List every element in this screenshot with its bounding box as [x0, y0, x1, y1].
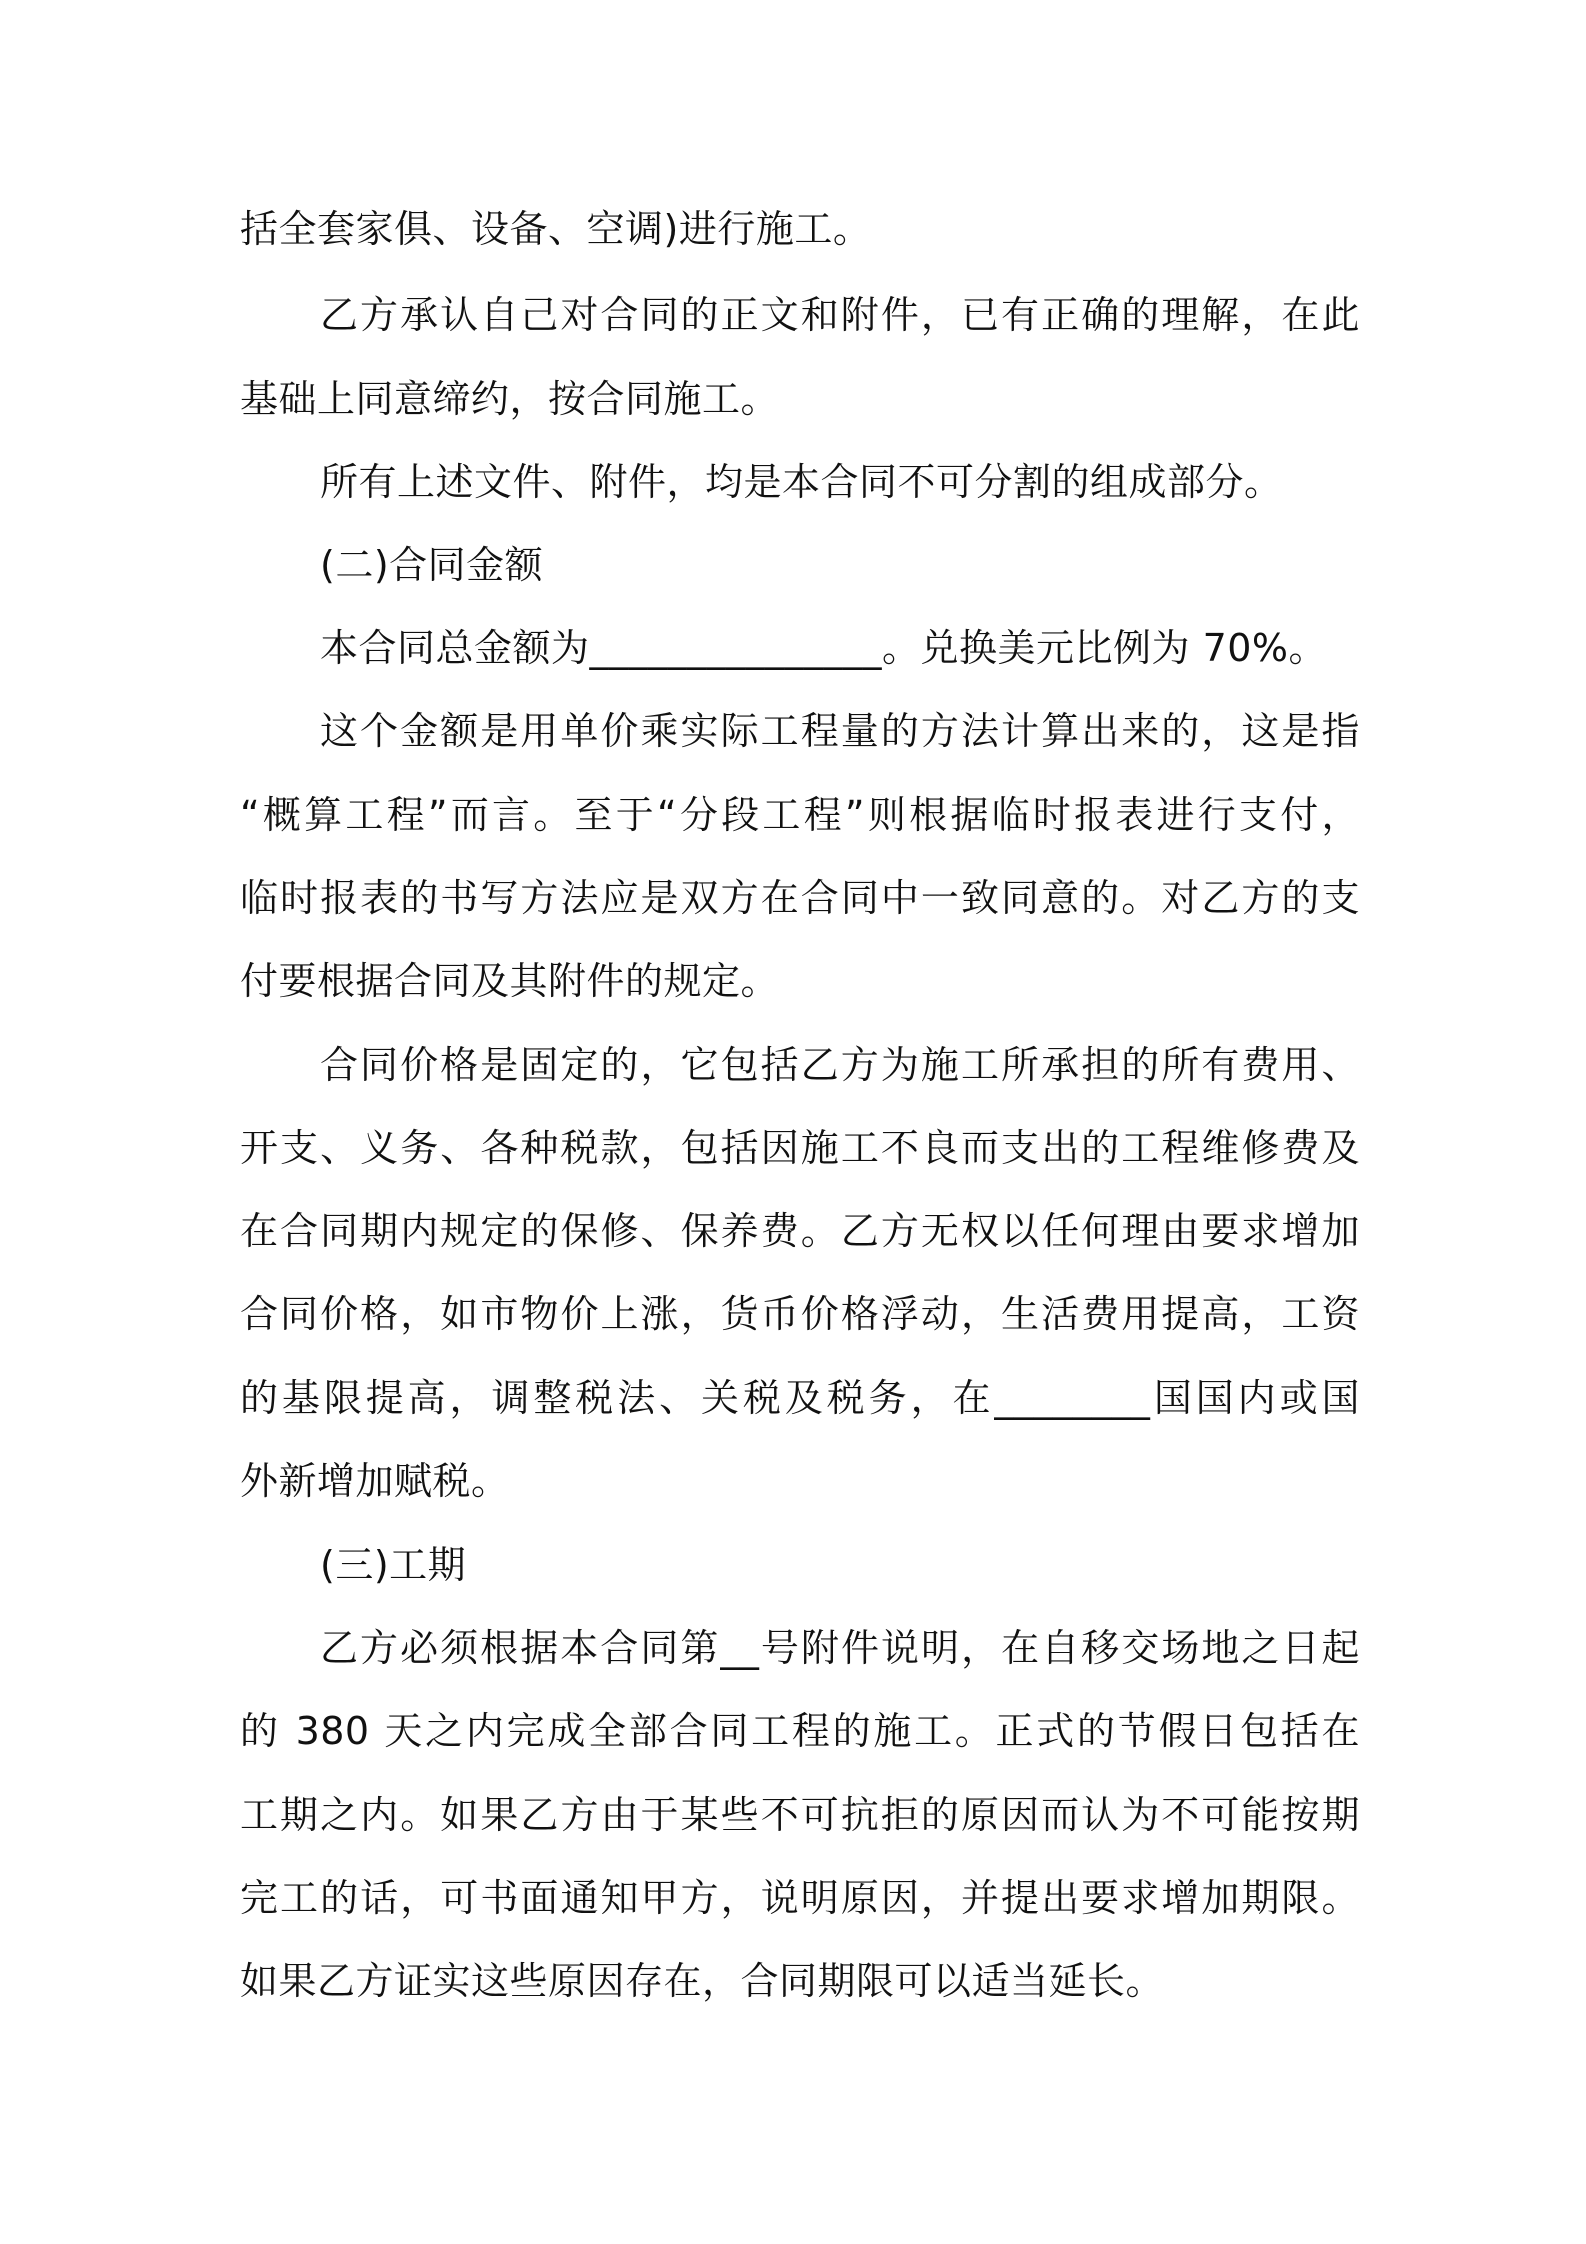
paragraph-line: 工期之内。如果乙方由于某些不可抗拒的原因而认为不可能按期	[240, 1793, 1360, 1837]
paragraph-line: 乙方承认自己对合同的正文和附件，已有正确的理解，在此	[320, 293, 1360, 337]
paragraph-line: 合同价格是固定的，它包括乙方为施工所承担的所有费用、	[320, 1043, 1360, 1087]
paragraph-line: 基础上同意缔约，按合同施工。	[240, 377, 780, 421]
paragraph-line: 合同价格，如市物价上涨，货币价格浮动，生活费用提高，工资	[240, 1292, 1360, 1336]
paragraph-line: 临时报表的书写方法应是双方在合同中一致同意的。对乙方的支	[240, 876, 1360, 920]
paragraph-line: 所有上述文件、附件，均是本合同不可分割的组成部分。	[320, 460, 1283, 504]
paragraph-line: “概算工程”而言。至于“分段工程”则根据临时报表进行支付，	[240, 793, 1360, 837]
paragraph-line: 的基限提高，调整税法、关税及税务，在________国国内或国	[240, 1376, 1360, 1420]
paragraph-line: 在合同期内规定的保修、保养费。乙方无权以任何理由要求增加	[240, 1209, 1360, 1253]
paragraph-line: 外新增加赋税。	[240, 1459, 510, 1503]
paragraph-line: 付要根据合同及其附件的规定。	[240, 959, 780, 1003]
paragraph-line: 这个金额是用单价乘实际工程量的方法计算出来的，这是指	[320, 709, 1360, 753]
paragraph-line: 完工的话，可书面通知甲方，说明原因，并提出要求增加期限。	[240, 1876, 1360, 1920]
paragraph-line: 本合同总金额为_______________。兑换美元比例为 70%。	[320, 626, 1328, 670]
section-heading-amount: (二)合同金额	[320, 543, 544, 587]
paragraph-line: 乙方必须根据本合同第__号附件说明，在自移交场地之日起	[320, 1626, 1360, 1670]
paragraph-line: 的 380 天之内完成全部合同工程的施工。正式的节假日包括在	[240, 1709, 1360, 1753]
section-heading-term: (三)工期	[320, 1543, 467, 1587]
paragraph-line: 开支、义务、各种税款，包括因施工不良而支出的工程维修费及	[240, 1126, 1360, 1170]
paragraph-line: 括全套家俱、设备、空调)进行施工。	[240, 207, 872, 251]
paragraph-line: 如果乙方证实这些原因存在，合同期限可以适当延长。	[240, 1959, 1165, 2003]
